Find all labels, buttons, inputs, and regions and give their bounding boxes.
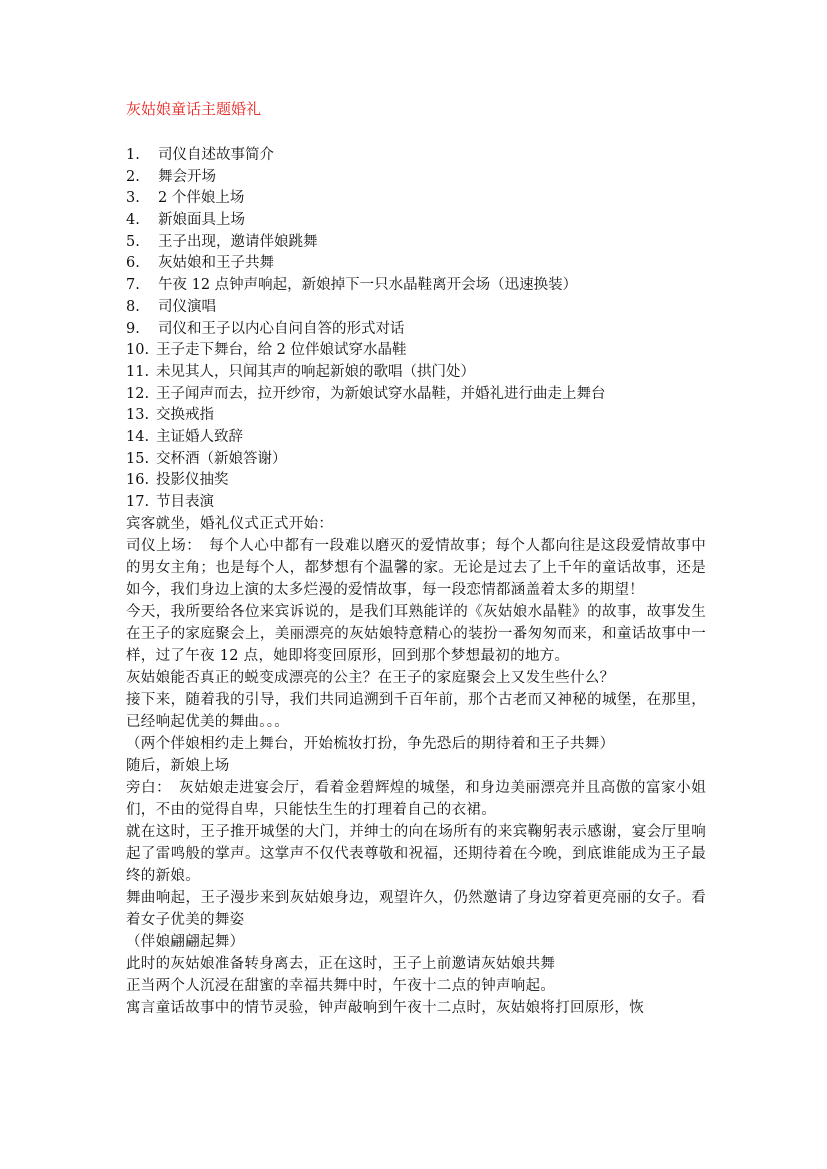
document-title: 灰姑娘童话主题婚礼 bbox=[126, 100, 262, 118]
program-item-number: 15. bbox=[126, 450, 150, 467]
program-item bbox=[126, 188, 716, 210]
program-item bbox=[126, 275, 716, 297]
program-item bbox=[126, 427, 716, 449]
program-item bbox=[126, 319, 716, 341]
program-item-number: 4. bbox=[126, 212, 140, 229]
program-item bbox=[126, 167, 716, 189]
program-item-number: 17. bbox=[126, 494, 150, 510]
program-item bbox=[126, 145, 716, 167]
program-item bbox=[126, 253, 716, 275]
program-item-number: 1. bbox=[126, 147, 140, 163]
program-item-text: 舞会开场 bbox=[158, 168, 216, 185]
program-item-number: 2. bbox=[126, 168, 140, 185]
program-item-number: 13. bbox=[126, 407, 150, 424]
program-item bbox=[126, 340, 716, 362]
program-item-text: 司仪自述故事简介 bbox=[158, 147, 274, 163]
program-item-number: 11. bbox=[126, 363, 150, 380]
program-item-number: 3. bbox=[126, 190, 140, 207]
program-item bbox=[126, 492, 716, 514]
program-item bbox=[126, 470, 716, 492]
program-item-number: 5. bbox=[126, 233, 140, 250]
program-item-number: 8. bbox=[126, 298, 140, 315]
body-paragraph: 此时的灰姑娘准备转身离去，正在这时，王子上前邀请灰姑娘共舞 bbox=[126, 956, 556, 972]
program-item-number: 9. bbox=[126, 320, 140, 337]
program-item-number: 12. bbox=[126, 385, 150, 402]
program-item-text: 王子闻声而去，拉开纱帘，为新娘试穿水晶鞋，并婚礼进行曲走上舞台 bbox=[156, 385, 606, 402]
program-item bbox=[126, 210, 716, 232]
program-item-number: 10. bbox=[126, 342, 150, 359]
program-item-number: 14. bbox=[126, 428, 150, 445]
program-item bbox=[126, 449, 716, 471]
body-paragraph: 寓言童话故事中的情节灵验，钟声敲响到午夜十二点时，灰姑娘将打回原形，恢 bbox=[126, 1000, 644, 1016]
program-item-text: 王子出现，邀请伴娘跳舞 bbox=[158, 233, 318, 250]
program-item-text: 灰姑娘和王子共舞 bbox=[158, 255, 274, 272]
program-item-text: 交杯酒（新娘答谢） bbox=[156, 450, 287, 467]
body-paragraph: 今天，我所要给各位来宾诉说的，是我们耳熟能详的《灰姑娘水晶鞋》的故事，故事发生在王子的家庭聚会上，美丽漂亮的灰姑娘特意精心的装扮一番匆匆而来，和童话故事中一样，过了午夜 12 点，她即将变回原形，回到那个梦想最初的地方。 bbox=[126, 604, 706, 664]
program-item-text: 节目表演 bbox=[156, 494, 214, 510]
body-paragraph: （伴娘翩翩起舞） bbox=[126, 934, 245, 950]
body-paragraph: 就在这时，王子推开城堡的大门，并绅士的向在场所有的来宾鞠躬表示感谢，宴会厅里响起了雷鸣般的掌声。这掌声不仅代表尊敬和祝福，还期待着在今晚，到底谁能成为王子最终的新娘。 bbox=[126, 824, 706, 884]
program-item-text: 交换戒指 bbox=[156, 407, 214, 424]
program-item-text: 主证婚人致辞 bbox=[156, 428, 243, 445]
script-body bbox=[126, 513, 706, 1019]
body-paragraph: 司仪上场： 每个人心中都有一段难以磨灭的爱情故事；每个人都向往是这段爱情故事中的男女主角；也是每个人，都梦想有个温馨的家。无论是过去了上千年的童话故事，还是如今，我们身边上演的太多烂漫的爱情故事，每一段恋情都涵盖着太多的期望！ bbox=[126, 538, 706, 598]
program-list bbox=[126, 145, 716, 514]
program-item-text: 新娘面具上场 bbox=[158, 212, 245, 229]
program-item-number: 6. bbox=[126, 255, 140, 272]
program-item bbox=[126, 362, 716, 384]
program-item-text: 司仪演唱 bbox=[158, 298, 216, 315]
program-item bbox=[126, 232, 716, 254]
program-item-number: 16. bbox=[126, 472, 150, 489]
program-item-text: 2 个伴娘上场 bbox=[158, 190, 245, 207]
program-item bbox=[126, 405, 716, 427]
program-item-text: 司仪和王子以内心自问自答的形式对话 bbox=[158, 320, 405, 337]
body-paragraph: 旁白： 灰姑娘走进宴会厅，看着金碧辉煌的城堡，和身边美丽漂亮并且高傲的富家小姐们，不由的觉得自卑，只能怯生生的打理着自己的衣裙。 bbox=[126, 780, 706, 818]
body-paragraph: 宾客就坐，婚礼仪式正式开始： bbox=[126, 516, 334, 532]
program-item-text: 午夜 12 点钟声响起，新娘掉下一只水晶鞋离开会场（迅速换装） bbox=[158, 277, 578, 294]
body-paragraph: 正当两个人沉浸在甜蜜的幸福共舞中时，午夜十二点的钟声响起。 bbox=[126, 978, 556, 994]
body-paragraph: （两个伴娘相约走上舞台，开始梳妆打扮，争先恐后的期待着和王子共舞） bbox=[126, 736, 615, 752]
body-paragraph: 舞曲响起，王子漫步来到灰姑娘身边，观望许久，仍然邀请了身边穿着更亮丽的女子。看着女子优美的舞姿 bbox=[126, 890, 706, 928]
program-item bbox=[126, 384, 716, 406]
program-item-number: 7. bbox=[126, 277, 140, 294]
program-item-text: 未见其人，只闻其声的响起新娘的歌唱（拱门处） bbox=[156, 363, 475, 380]
body-paragraph: 灰姑娘能否真正的蜕变成漂亮的公主？在王子的家庭聚会上又发生些什么？ bbox=[126, 670, 615, 686]
body-paragraph: 接下来，随着我的引导，我们共同追溯到千百年前，那个古老而又神秘的城堡，在那里，已经响起优美的舞曲。。。 bbox=[126, 692, 706, 730]
program-item-text: 王子走下舞台，给 2 位伴娘试穿水晶鞋 bbox=[156, 342, 407, 359]
body-paragraph: 随后，新娘上场 bbox=[126, 758, 230, 774]
program-item bbox=[126, 297, 716, 319]
program-item-text: 投影仪抽奖 bbox=[156, 472, 229, 489]
